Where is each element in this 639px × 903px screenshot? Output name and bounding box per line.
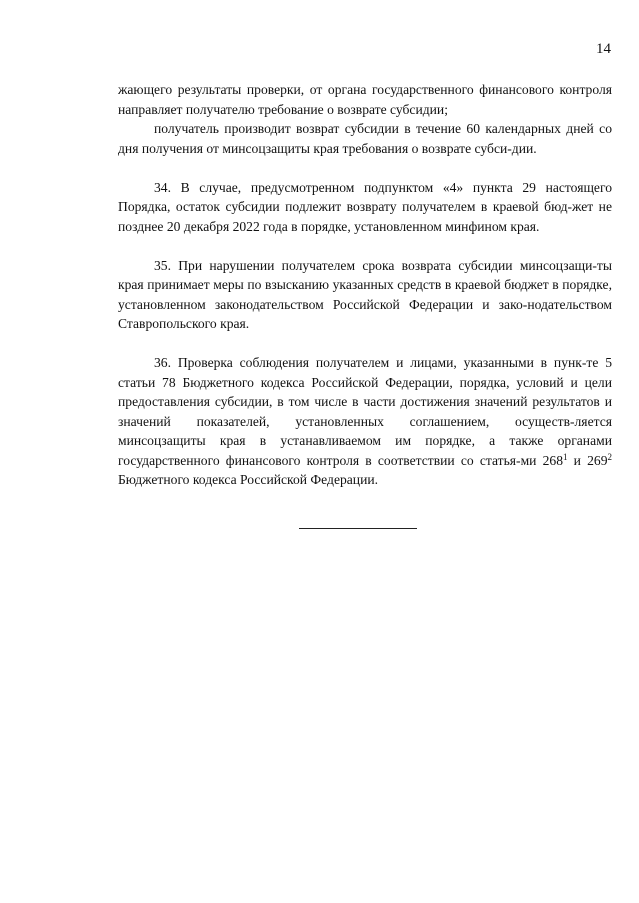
- document-body: [118, 80, 612, 490]
- paragraph-36-end: Бюджетного кодекса Российской Федерации.: [118, 472, 379, 487]
- paragraph-34: 34. В случае, предусмотренном подпунктом «4» пункта 29 настоящего Порядка, остаток субсидии подлежит возврату получателем в краевой бюд-жет не позднее 20 декабря 2022 года в порядке, установленном минфином края.: [118, 179, 612, 234]
- page-number: 14: [596, 41, 611, 57]
- superscript-1: 1: [563, 451, 568, 462]
- paragraph-36-middle: и 269: [567, 452, 608, 468]
- superscript-2: 2: [607, 451, 612, 462]
- end-divider: [299, 528, 417, 529]
- paragraph-36: [118, 353, 612, 490]
- paragraph-35: 35. При нарушении получателем срока возврата субсидии минсоцзащи-ты края принимает меры по взысканию указанных средств в краевой бюджет в порядке, установленном законодательством Российской Федерации и зако-нодательством Ставропольского края.: [118, 257, 612, 331]
- paragraph-36-text: 36. Проверка соблюдения получателем и лицами, указанными в пунк-те 5 статьи 78 Бюджетного кодекса Российской Федерации, порядка, условий и цели предоставления субсидии, в том числе в части достижения значений результатов и значений показателей, установленных соглашением, осуществ-ляется минсоцзащиты края в устанавливаемом им порядке, а также органами государственного финансового контроля в соответствии со статья-ми 268: [118, 355, 612, 468]
- paragraph-refund: получатель производит возврат субсидии в течение 60 календарных дней со дня получения от минсоцзащиты края требования о возврате субси-дии.: [118, 121, 612, 156]
- paragraph-continuation: жающего результаты проверки, от органа государственного финансового контроля направляет получателю требование о возврате субсидии;: [118, 82, 612, 117]
